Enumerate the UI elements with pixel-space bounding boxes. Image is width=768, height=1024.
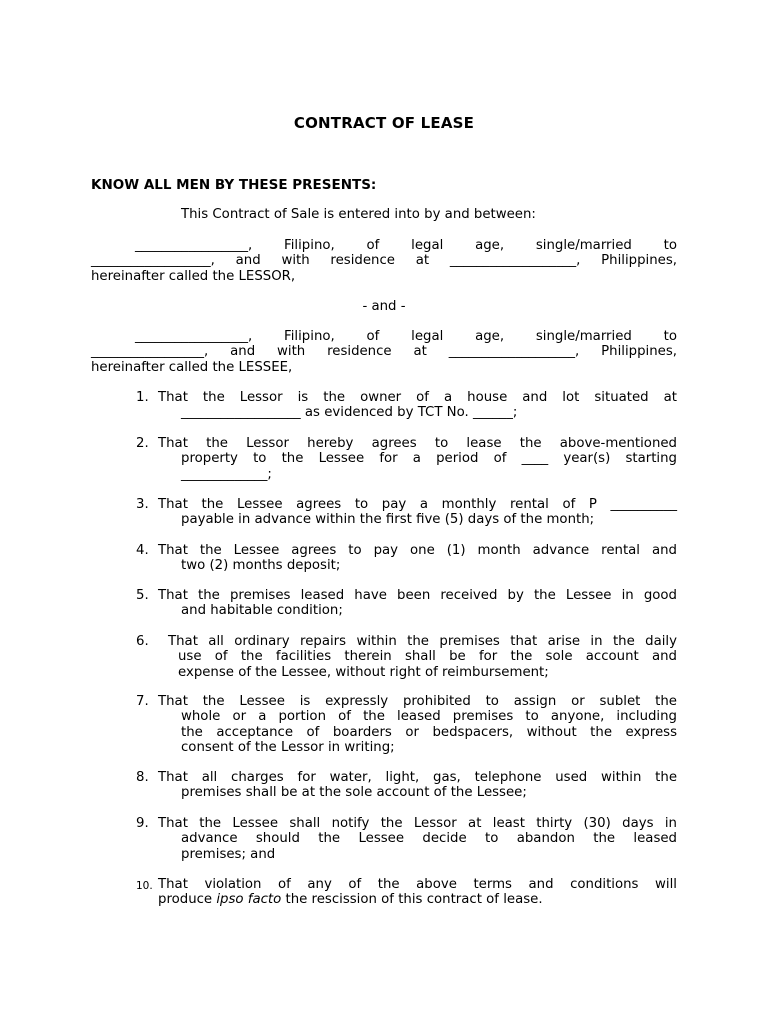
word: of — [366, 329, 380, 344]
clause-number: 9. — [136, 816, 149, 831]
clause-first-line: That the Lessor is the owner of a house and lot situated at — [158, 390, 677, 405]
lessee-line-2: _________________, and with residence at ___________________, Philippines, — [91, 344, 677, 360]
clause-body — [158, 497, 677, 528]
clause-body — [158, 390, 677, 421]
preamble-heading: KNOW ALL MEN BY THESE PRESENTS: — [91, 177, 377, 193]
clause-body — [158, 877, 677, 908]
document-title: CONTRACT OF LEASE — [293, 114, 475, 132]
clause-line: two (2) months deposit; — [181, 558, 341, 574]
word: Filipino, — [284, 238, 335, 253]
clause-number: 8. — [136, 770, 149, 785]
clause-body — [158, 543, 677, 574]
clause-number: 6. — [136, 634, 149, 649]
word: single/married — [535, 238, 632, 253]
clause-first-line: That the Lessee agrees to pay a monthly rental of P __________ — [158, 497, 677, 512]
lessee-name-blank: _________________, — [135, 329, 253, 344]
clause-body — [158, 588, 677, 619]
clause-line: the acceptance of boarders or bedspacers, without the express — [181, 724, 677, 740]
clause-first-line: That violation of any of the above terms and conditions will — [158, 877, 677, 892]
clause-number: 5. — [136, 588, 149, 603]
clause-line: premises; and — [181, 846, 276, 862]
clause-line — [158, 892, 677, 907]
lessor-line-2: __________________, and with residence at ___________________, Philippines, — [91, 253, 677, 269]
latin-term: ipso facto — [216, 892, 282, 908]
clause-line: property to the Lessee for a period of ____ year(s) starting — [181, 451, 677, 467]
intro-sentence: This Contract of Sale is entered into by and between: — [181, 207, 536, 222]
clause-first-line: That the Lessee shall notify the Lessor at least thirty (30) days in — [158, 816, 677, 831]
lessor-name-blank: _________________, — [135, 238, 253, 253]
lessor-line-3: hereinafter called the LESSOR, — [91, 268, 296, 284]
clause-line: _____________; — [181, 466, 272, 482]
clause-line: consent of the Lessor in writing; — [181, 740, 395, 756]
word: legal — [411, 329, 444, 344]
clause-first-line: That all ordinary repairs within the premises that arise in the daily — [168, 634, 677, 649]
text-run: produce — [158, 892, 217, 908]
clause-line: expense of the Lessee, without right of reimbursement; — [178, 664, 549, 680]
clause-first-line: That the Lessee agrees to pay one (1) month advance rental and — [158, 543, 677, 558]
lessor-party-block — [91, 238, 677, 284]
lessor-line-1 — [91, 238, 677, 253]
clause-number: 4. — [136, 543, 149, 558]
clause-line: advance should the Lessee decide to abandon the leased — [181, 831, 677, 847]
clause-number: 3. — [136, 497, 149, 512]
word: Filipino, — [284, 329, 335, 344]
clause-number: 7. — [136, 694, 149, 709]
clause-body — [158, 816, 677, 862]
lessee-line-3: hereinafter called the LESSEE, — [91, 359, 293, 375]
word: to — [663, 238, 677, 253]
clause-body — [158, 436, 677, 482]
and-separator: - and - — [362, 299, 406, 314]
clause-first-line: That all charges for water, light, gas, telephone used within the — [158, 770, 677, 785]
word: of — [366, 238, 380, 253]
word: single/married — [535, 329, 632, 344]
clause-first-line: That the premises leased have been received by the Lessee in good — [158, 588, 677, 603]
clause-line: __________________ as evidenced by TCT No. ______; — [181, 405, 518, 421]
clause-body — [168, 634, 677, 680]
clause-first-line: That the Lessor hereby agrees to lease the above-mentioned — [158, 436, 677, 451]
lessee-line-1 — [91, 329, 677, 344]
clause-number: 1. — [136, 390, 149, 405]
text-run: the rescission of this contract of lease. — [281, 892, 543, 908]
clause-body — [158, 694, 677, 756]
clause-line: whole or a portion of the leased premises to anyone, including — [181, 709, 677, 725]
clause-line: and habitable condition; — [181, 603, 343, 619]
word: age, — [475, 329, 505, 344]
clause-number: 2. — [136, 436, 149, 451]
clause-line: premises shall be at the sole account of the Lessee; — [181, 785, 527, 801]
lessee-party-block — [91, 329, 677, 375]
word: age, — [475, 238, 505, 253]
clause-line: use of the facilities therein shall be for the sole account and — [178, 649, 677, 665]
word: legal — [411, 238, 444, 253]
clause-line: payable in advance within the first five (5) days of the month; — [181, 512, 595, 528]
word: to — [663, 329, 677, 344]
clause-number: 10. — [136, 880, 153, 892]
clause-body — [158, 770, 677, 801]
clause-first-line: That the Lessee is expressly prohibited to assign or sublet the — [158, 694, 677, 709]
